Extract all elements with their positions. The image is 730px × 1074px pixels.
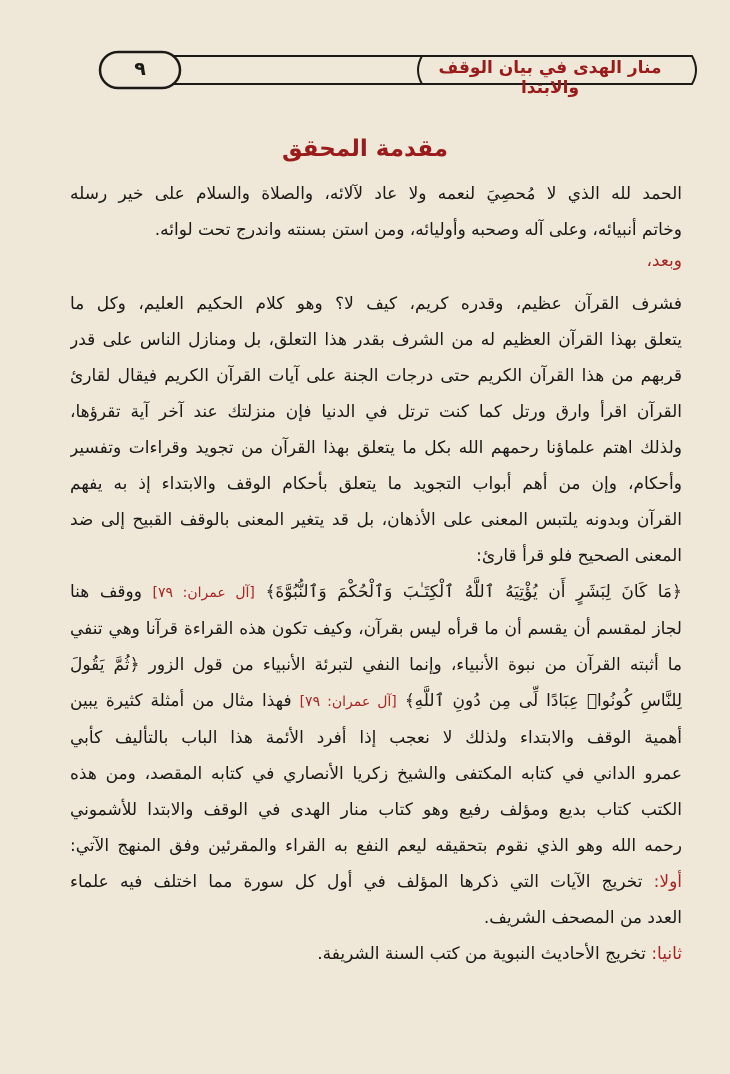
quran-verse: لِلنَّاسِ كُونُوا۟ عِبَادًا لِّى مِن دُونِ ٱللَّهِ﴾ [404, 691, 682, 711]
verse-line [70, 683, 682, 720]
running-header-title: منار الهدى في بيان الوقف والابتدا [438, 58, 662, 98]
step-line [70, 936, 682, 972]
text-line: رحمه الله وهو الذي نقوم بتحقيقه ليعم النفع به القراء والمقرئين وفق المنهج الآتي: [70, 836, 682, 856]
text-line: وأحكام، وإن من أهم أبواب التجويد ما يتعلق بأحكام الوقف والابتداء إذ به يفهم [70, 474, 682, 494]
verse-continuation: فهذا مثال من أمثلة كثيرة يبين [70, 691, 292, 711]
quran-verse: ﴿مَا كَانَ لِبَشَرٍ أَن يُؤْتِيَهُ ٱللَّهُ ٱلْكِتَـٰبَ وَٱلْحُكْمَ وَٱلنُّبُوَّةَ﴾ [265, 582, 682, 602]
step-label: أولا: [653, 872, 682, 892]
body-paragraph [70, 286, 682, 972]
step-text: تخريج الآيات التي ذكرها المؤلف في أول كل سورة مما اختلف فيه علماء [70, 872, 643, 892]
text-line: المعنى الصحيح فلو قرأ قارئ: [476, 546, 682, 566]
quran-verse-start: ﴿ثُمَّ يَقُولَ [70, 655, 140, 675]
text-line: لجاز لمقسم أن يقسم أن ما قرأه ليس بقرآن، وكيف تكون هذه القراءة قرآنا وهي تنفي [70, 619, 682, 639]
running-header [92, 44, 702, 96]
text-line: الحمد لله الذي لا مُحصِيَ لنعمه ولا عاد لآلائه، والصلاة والسلام على خير رسله [70, 184, 682, 204]
text-line [70, 647, 682, 683]
verse-reference: [آل عمران: ٧٩] [152, 585, 255, 601]
text-line: عمرو الداني في كتابه المكتفى والشيخ زكريا الأنصاري في كتابه المقصد، ومن هذه [70, 764, 682, 784]
wabaad-label: وبعد، [646, 251, 682, 271]
text-line: ولذلك اهتم علماؤنا رحمهم الله بكل ما يتعلق بهذا القرآن من تجويد وقراءات وتفسير [70, 438, 682, 458]
text-line: قربهم من هذا القرآن الكريم حتى درجات الجنة على آيات القرآن الكريم فيقال لقارئ [70, 366, 682, 386]
text-line: القرآن وبدونه يلتبس المعنى على الأذهان، بل قد يتغير المعنى بالوقف القبيح إلى ضد [70, 510, 682, 530]
step-text: تخريج الأحاديث النبوية من كتب السنة الشريفة. [317, 944, 646, 964]
step-line [70, 864, 682, 900]
verse-continuation: ووقف هنا [70, 582, 142, 602]
intro-paragraph [70, 176, 682, 274]
text-line: يتعلق بهذا القرآن العظيم له من الشرف بقدر هذا التعلق، بل ومنازل الناس على قدر [70, 330, 682, 350]
section-title: مقدمة المحقق [281, 136, 449, 162]
text-line: فشرف القرآن عظيم، وقدره كريم، كيف لا؟ وهو كلام الحكيم العليم، وكل ما [70, 294, 682, 314]
step-label: ثانيا: [651, 944, 682, 964]
text-line: وخاتم أنبيائه، وعلى آله وصحبه وأوليائه، ومن استن بسنته واندرج تحت لوائه. [154, 220, 682, 240]
verse-reference: [آل عمران: ٧٩] [299, 694, 397, 710]
page-number: ٩ [134, 58, 146, 80]
text-line: العدد من المصحف الشريف. [483, 908, 682, 928]
text-line: الكتب كتاب بديع ومؤلف رفيع وهو كتاب منار الهدى في الوقف والابتدا للأشموني [70, 800, 682, 820]
text-line: القرآن اقرأ وارق ورتل كما كنت ترتل في الدنيا فإن منزلتك عند آخر آية تقرؤها، [70, 402, 682, 422]
verse-line [70, 574, 682, 611]
text-line: أهمية الوقف والابتداء ولذلك لا نعجب إذا أفرد الأئمة هذا الباب بالتأليف كأبي [70, 728, 682, 748]
text-segment: ما أثبته القرآن من نبوة الأنبياء، وإنما النفي لتبرئة الأنبياء من قول الزور [148, 655, 682, 675]
